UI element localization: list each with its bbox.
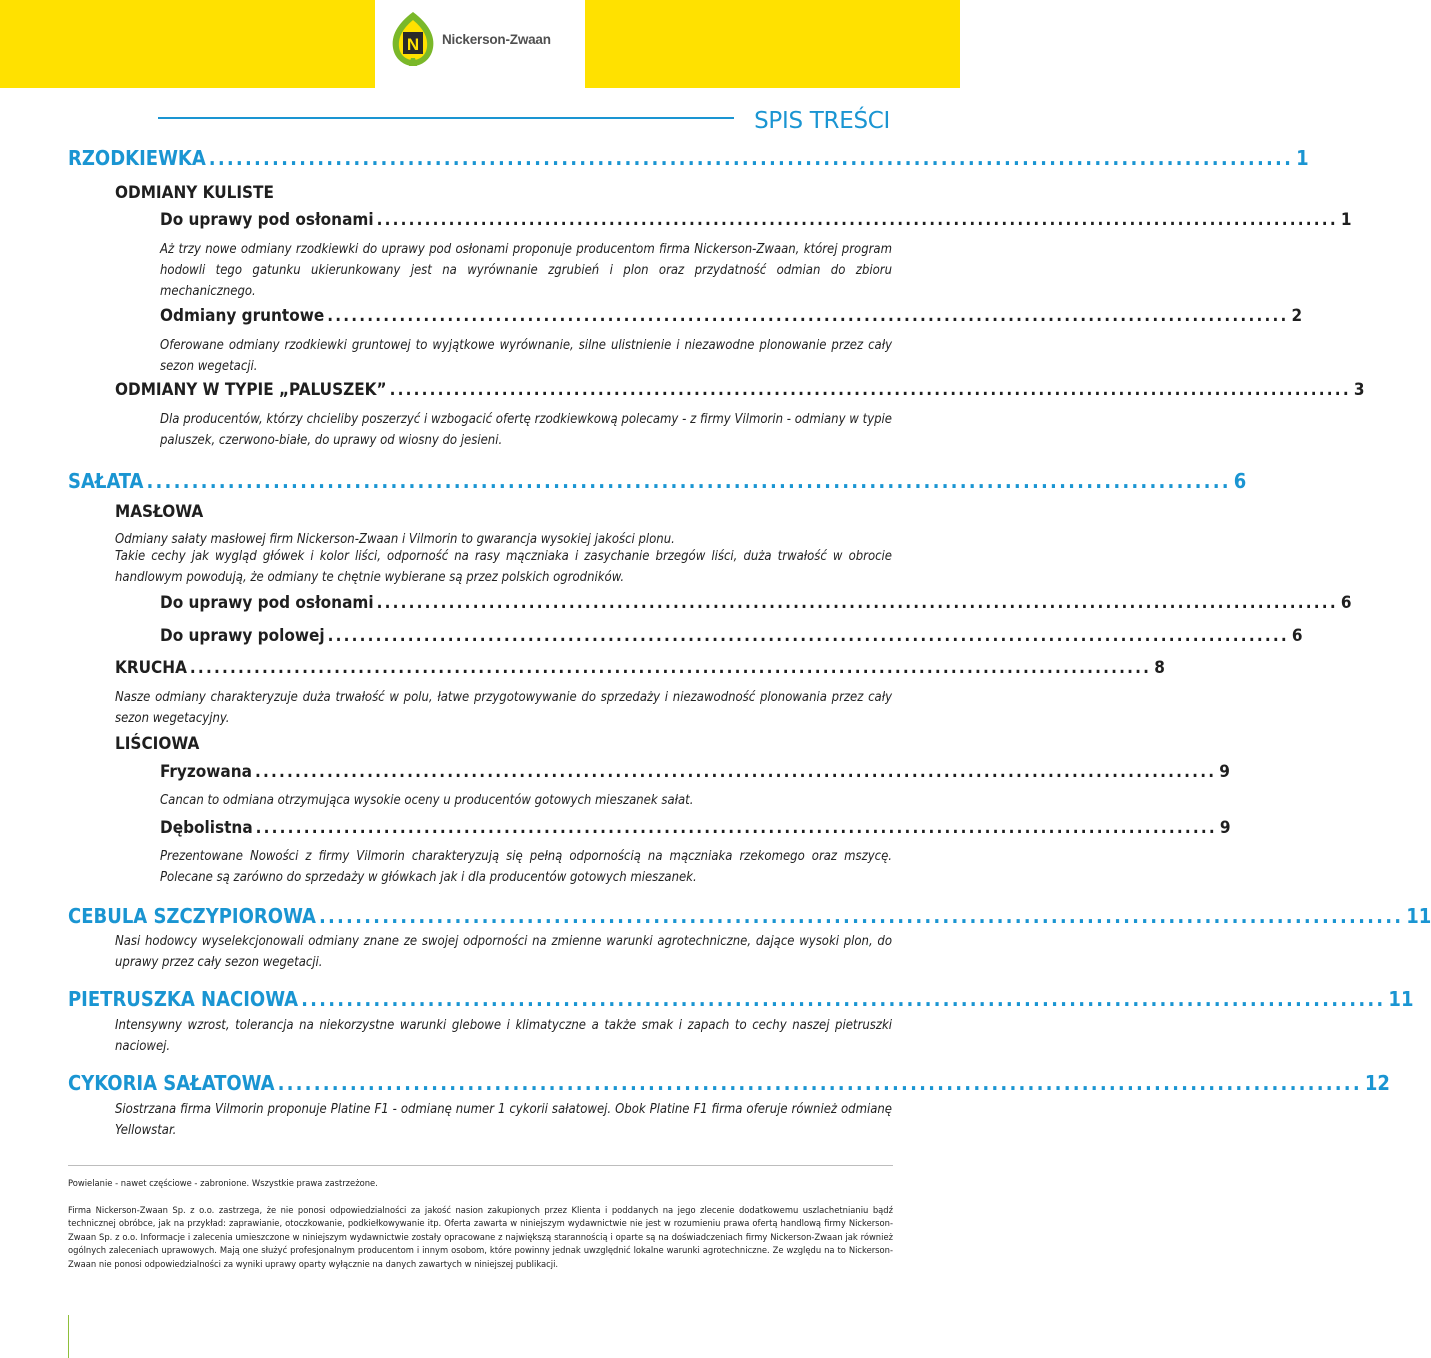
footer-copyright: Powielanie - nawet częściowe - zabronione. Wszystkie prawa zastrzeżone.: [68, 1178, 378, 1188]
entry-description: Cancan to odmiana otrzymująca wysokie oceny u producentów gotowych mieszanek sałat.: [160, 793, 694, 808]
toc-label: Odmiany gruntowe: [160, 306, 325, 326]
toc-label: CEBULA SZCZYPIOROWA: [68, 904, 316, 928]
toc-entry-salata[interactable]: [68, 469, 1247, 493]
leader-dots: ........................................................................................................................: [277, 1071, 1362, 1095]
leader-dots: ........................................................................................................................: [146, 469, 1231, 493]
entry-description: Odmiany sałaty masłowej firm Nickerson-Zwaan i Vilmorin to gwarancja wysokiej jakości plonu.: [115, 532, 675, 547]
toc-label: KRUCHA: [115, 658, 187, 678]
entry-description: Prezentowane Nowości z firmy Vilmorin charakteryzują się pełną odpornością na mączniaka rzekomego oraz mszycę. Polecane są zarówno do sprzedaży w główkach jak i dla producentów gotowych mieszanek.: [160, 849, 892, 885]
title-underline: [158, 117, 734, 119]
toc-label: Dębolistna: [160, 818, 253, 838]
toc-page-number: 6: [1340, 593, 1352, 613]
subheading-odmiany-kuliste: ODMIANY KULISTE: [115, 183, 274, 203]
toc-label: Do uprawy pod osłonami: [160, 210, 374, 230]
toc-page-number: 9: [1219, 762, 1230, 782]
brand-name: Nickerson-Zwaan: [442, 32, 551, 47]
leader-dots: ........................................................................................................................: [301, 987, 1386, 1011]
toc-page-number: 2: [1291, 306, 1303, 326]
leader-dots: ........................................................................................................................: [189, 658, 1152, 678]
leader-dots: ........................................................................................................................: [376, 593, 1338, 613]
toc-entry-krucha[interactable]: [115, 658, 1165, 678]
toc-entry-fryzowana[interactable]: [160, 762, 1230, 782]
toc-entry-polowej[interactable]: [160, 626, 1303, 646]
leader-dots: ........................................................................................................................: [376, 210, 1338, 230]
toc-entry-debolistna[interactable]: [160, 818, 1231, 838]
toc-label: PIETRUSZKA NACIOWA: [68, 987, 299, 1011]
toc-label: SAŁATA: [68, 469, 144, 493]
toc-page-number: 8: [1154, 658, 1165, 678]
subheading-maslowa: MASŁOWA: [115, 502, 204, 522]
subheading-lisciowa: LIŚCIOWA: [115, 734, 200, 754]
toc-label: ODMIANY W TYPIE „PALUSZEK”: [115, 380, 387, 400]
leader-dots: ........................................................................................................................: [327, 306, 1289, 326]
toc-entry-pietruszka[interactable]: [68, 987, 1414, 1011]
toc-page-number: 1: [1296, 146, 1309, 170]
toc-page-number: 11: [1406, 904, 1431, 928]
toc-page-number: 6: [1233, 469, 1247, 493]
toc-label: Do uprawy pod osłonami: [160, 593, 374, 613]
toc-entry-pod-oslonami[interactable]: [160, 210, 1352, 230]
toc-entry-paluszek[interactable]: [115, 380, 1365, 400]
leaf-logo-icon: [389, 10, 437, 68]
entry-description: Intensywny wzrost, tolerancja na niekorzystne warunki glebowe i klimatyczne a także smak i zapach to cechy naszej pietruszki naciowej.: [115, 1018, 892, 1054]
entry-description: Aż trzy nowe odmiany rzodkiewki do uprawy pod osłonami proponuje producentom firma Nickerson-Zwaan, której program hodowli tego gatunku ukierunkowany jest na wyrównanie zgrubień i plon oraz przydatność odmian do zbioru mechanicznego.: [160, 242, 892, 299]
toc-entry-pod-oslonami-salata[interactable]: [160, 593, 1352, 613]
footer-divider: [68, 1165, 893, 1166]
page-title: SPIS TREŚCI: [754, 108, 890, 134]
leader-dots: ........................................................................................................................: [318, 904, 1404, 928]
toc-page-number: 9: [1219, 818, 1231, 838]
toc-page-number: 12: [1364, 1071, 1390, 1095]
toc-label: Do uprawy polowej: [160, 626, 325, 646]
entry-description: Dla producentów, którzy chcieliby poszerzyć i wzbogacić ofertę rzodkiewkową polecamy - z firmy Vilmorin - odmiany w typie paluszek, czerwono-białe, do uprawy od wiosny do jesieni.: [160, 412, 892, 448]
toc-page-number: 6: [1291, 626, 1303, 646]
entry-description: Oferowane odmiany rzodkiewki gruntowej to wyjątkowe wyrównanie, silne ulistnienie i niezawodne plonowanie przez cały sezon wegetacji.: [160, 338, 892, 374]
toc-page-number: 1: [1340, 210, 1352, 230]
toc-entry-cebula[interactable]: [68, 904, 1431, 928]
toc-page-number: 11: [1388, 987, 1414, 1011]
leader-dots: ........................................................................................................................: [327, 626, 1289, 646]
toc-label: RZODKIEWKA: [68, 146, 206, 170]
toc-entry-odmiany-gruntowe[interactable]: [160, 306, 1303, 326]
toc-label: CYKORIA SAŁATOWA: [68, 1071, 275, 1095]
toc-label: Fryzowana: [160, 762, 252, 782]
entry-description: Takie cechy jak wygląd główek i kolor liści, odporność na rasy mączniaka i zasychanie brzegów liści, duża trwałość w obrocie handlowym powodują, że odmiany te chętnie wybierane są przez polskich ogrodników.: [115, 549, 892, 585]
leader-dots: ........................................................................................................................: [255, 818, 1217, 838]
leader-dots: ........................................................................................................................: [389, 380, 1351, 400]
svg-text:N: N: [406, 35, 420, 54]
entry-description: Siostrzana firma Vilmorin proponuje Platine F1 - odmianę numer 1 cykorii sałatowej. Obok Platine F1 firma oferuje również odmianę Yellowstar.: [115, 1102, 892, 1138]
leader-dots: ........................................................................................................................: [208, 146, 1294, 170]
leader-dots: ........................................................................................................................: [254, 762, 1217, 782]
entry-description: Nasi hodowcy wyselekcjonowali odmiany znane ze swojej odporności na zmienne warunki agrotechniczne, dające wysoki plon, do uprawy przez cały sezon wegetacji.: [115, 934, 892, 970]
toc-entry-rzodkiewka[interactable]: [68, 146, 1309, 170]
toc-page-number: 3: [1353, 380, 1365, 400]
margin-line: [68, 1315, 69, 1358]
toc-entry-cykoria[interactable]: [68, 1071, 1390, 1095]
entry-description: Nasze odmiany charakteryzuje duża trwałość w polu, łatwe przygotowywanie do sprzedaży i niezawodność plonowania przez cały sezon wegetacyjny.: [115, 690, 892, 726]
footer-disclaimer: Firma Nickerson-Zwaan Sp. z o.o. zastrzega, że nie ponosi odpowiedzialności za jakość nasion zakupionych przez Klienta i poddanych na jego zlecenie dodatkowemu uszlachetnianiu bądź technicznej obróbce, jak na przykład: zaprawianie, otoczkowanie, podkiełkowywanie itp. Oferta zawarta w niniejszym wydawnictwie nie jest w rozumieniu prawa ofertą handlową firmy Nickerson-Zwaan Sp. z o.o. Informacje i zalecenia umieszczone w niniejszym wydawnictwie zostały opracowane z największą starannością i oparte są na doświadczeniach firmy Nickerson-Zwaan jak również ogólnych zaleceniach uprawowych. Mają one służyć profesjonalnym producentom i innym osobom, które powinny jednak uwzględnić lokalne warunki agrotechniczne. Ze względu na to Nickerson-Zwaan nie ponosi odpowiedzialności za wyniki uprawy oparty wyłącznie na danych zawartych w niniejszej publikacji.: [68, 1205, 893, 1269]
